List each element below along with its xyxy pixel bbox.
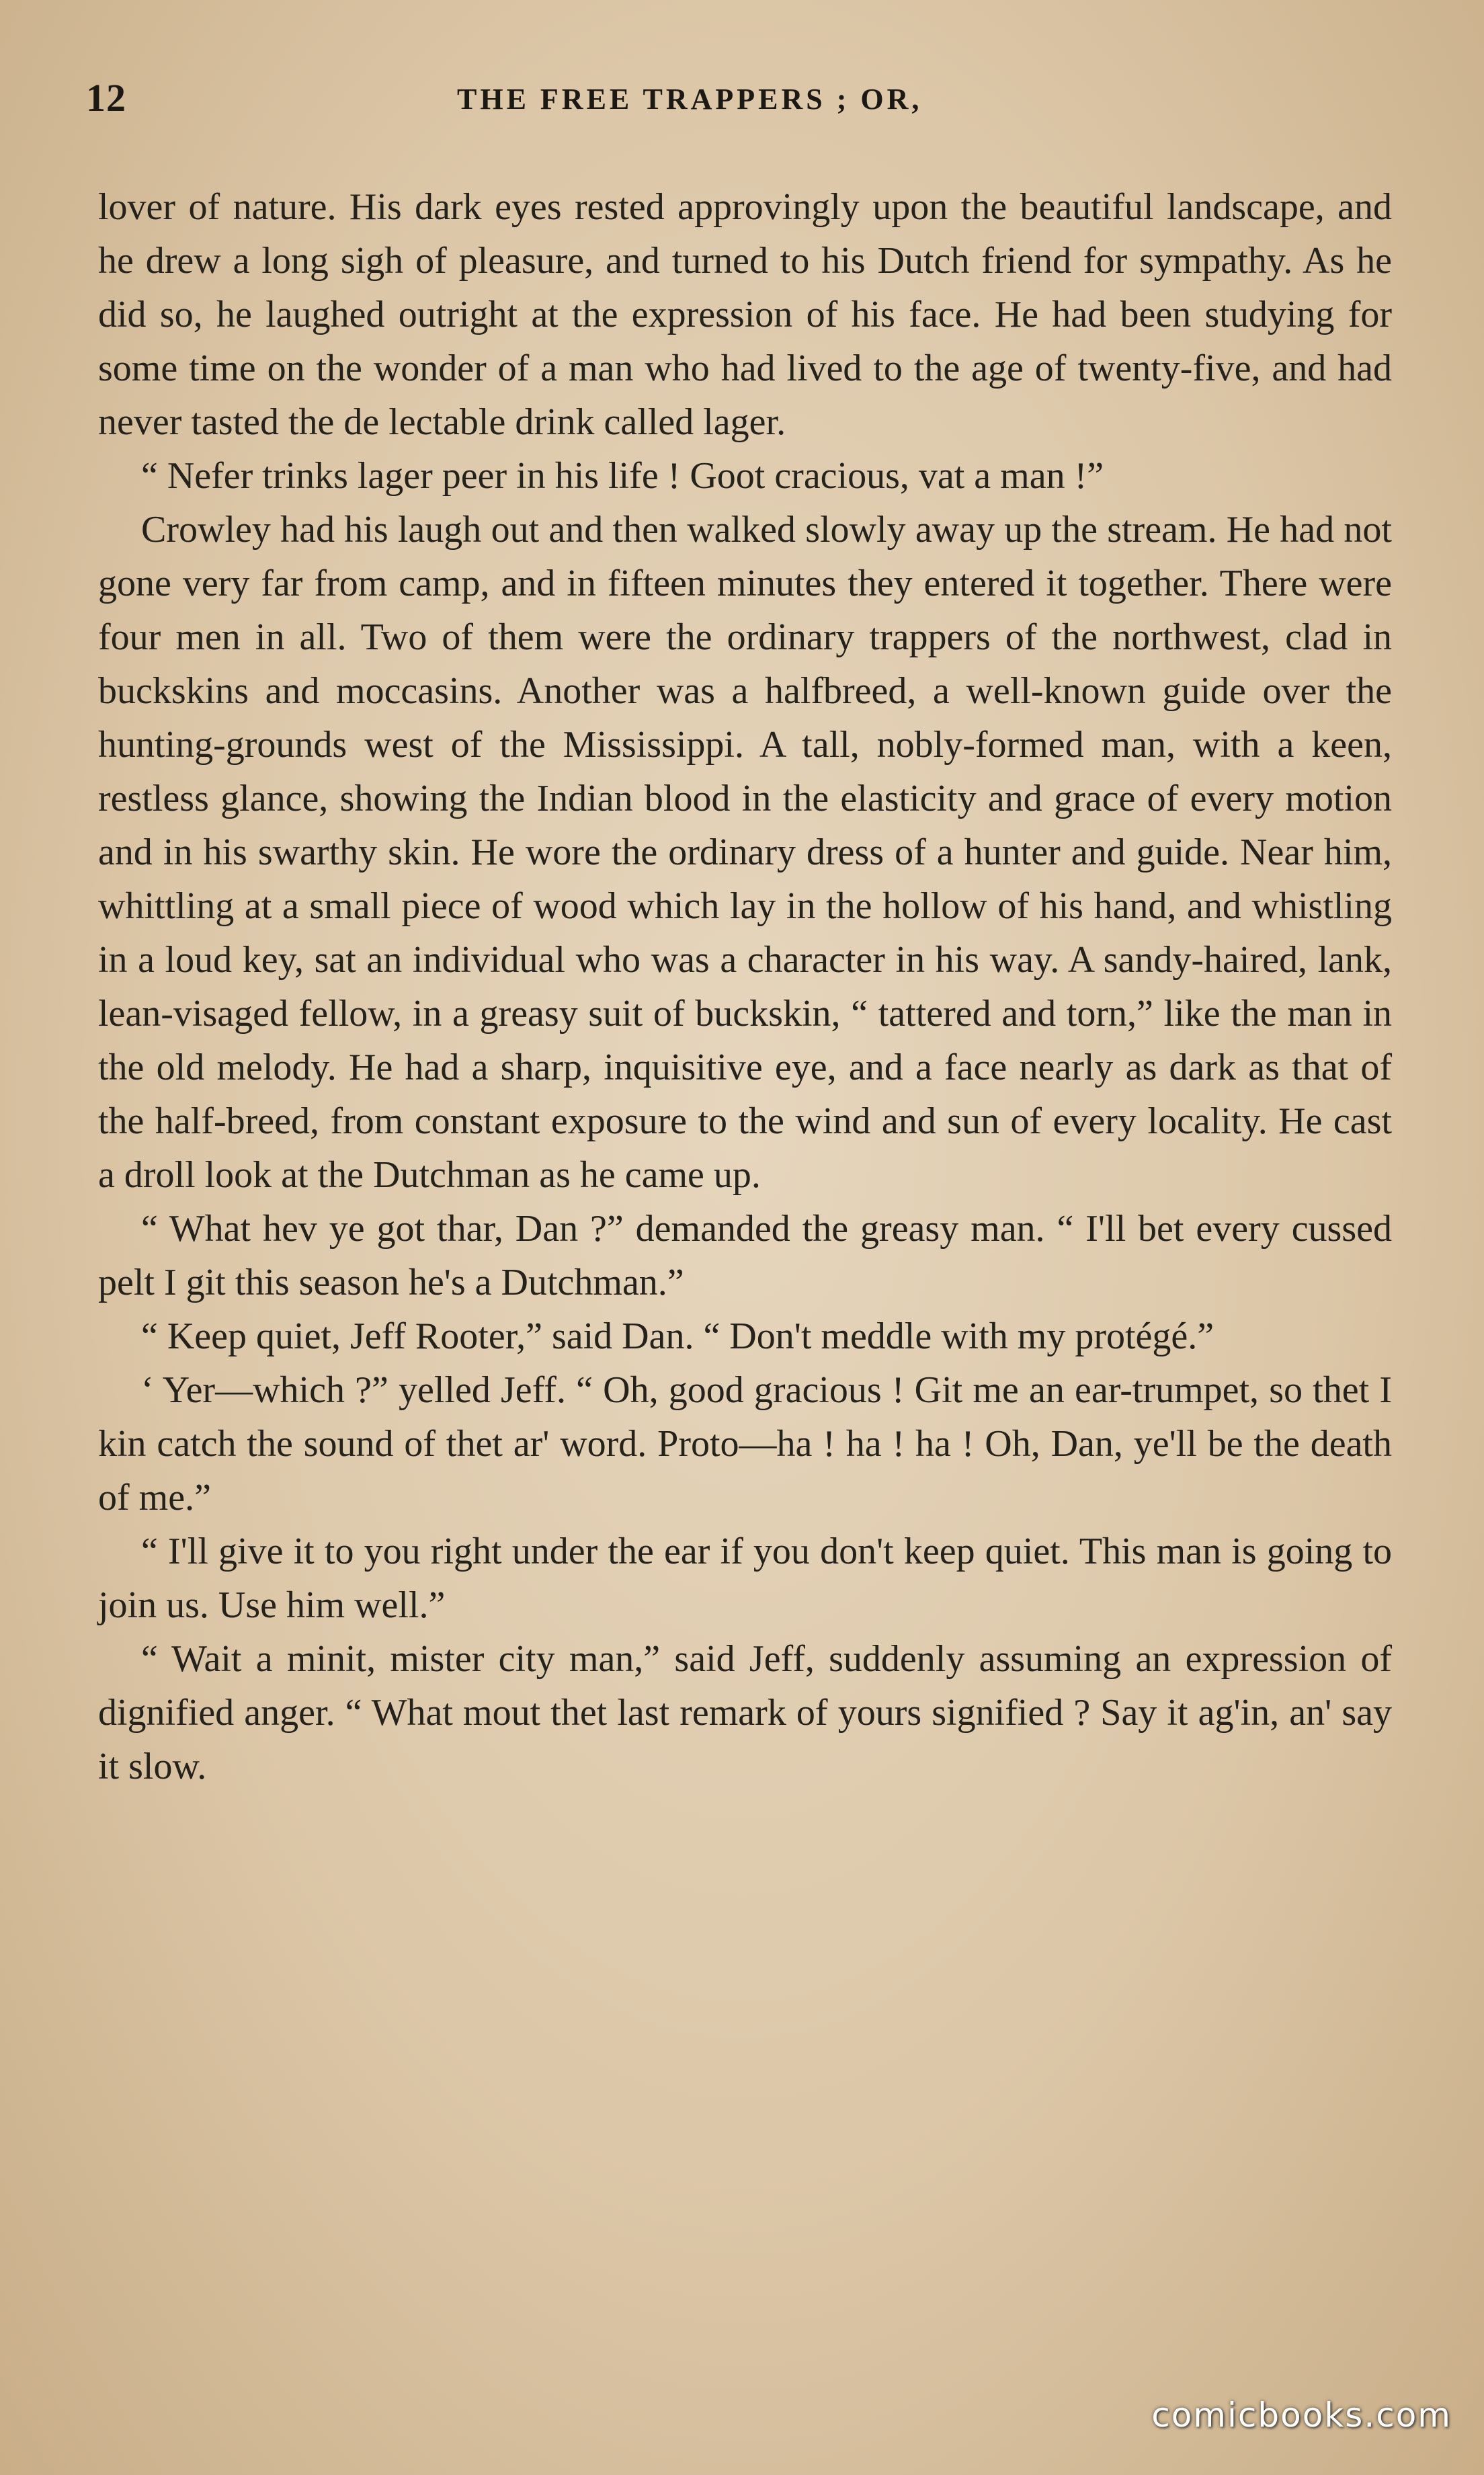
paragraph: “ I'll give it to you right under the ear if you don't keep quiet. This man is going to join us. Use him well.” — [98, 1531, 1392, 1626]
body-text — [98, 180, 1392, 1793]
paragraph: “ Wait a minit, mister city man,” said Jeff, suddenly assuming an expression of dignified anger. “ What mout thet last remark of yours signified ? Say it ag'in, an' say it slow. — [98, 1638, 1392, 1787]
paragraph: “ Nefer trinks lager peer in his life ! Goot cracious, vat a man !” — [141, 455, 1104, 497]
running-head — [86, 75, 1398, 129]
paragraph: Crowley had his laugh out and then walked slowly away up the stream. He had not gone very far from camp, and in fifteen minutes they entered it together. There were four men in all. Two of them were the ordinary trappers of the northwest, clad in buckskins and moccasins. Another was a halfbreed, a well-known guide over the hunting-grounds west of the Mississippi. A tall, nobly-formed man, with a keen, restless glance, showing the Indian blood in the elasticity and grace of every motion and in his swarthy skin. He wore the ordinary dress of a hunter and guide. Near him, whittling at a small piece of wood which lay in the hollow of his hand, and whistling in a loud key, sat an individual who was a character in his way. A sandy-haired, lank, lean-visaged fellow, in a greasy suit of buckskin, “ tattered and torn,” like the man in the old melody. He had a sharp, inquisitive eye, and a face nearly as dark as that of the half-breed, from constant exposure to the wind and sun of every locality. He cast a droll look at the Dutchman as he came up. — [98, 509, 1392, 1196]
watermark: comicbooks.com — [1151, 2396, 1452, 2435]
running-title: THE FREE TRAPPERS ; OR, — [457, 83, 923, 116]
page-number: 12 — [86, 76, 126, 120]
paragraph: “ What hev ye got thar, Dan ?” demanded the greasy man. “ I'll bet every cussed pelt I git this season he's a Dutchman.” — [98, 1208, 1392, 1303]
paragraph: ‘ Yer—which ?” yelled Jeff. “ Oh, good gracious ! Git me an ear-trumpet, so thet I kin catch the sound of thet ar' word. Proto—ha ! ha ! ha ! Oh, Dan, ye'll be the death of me.” — [98, 1369, 1392, 1518]
paragraph: “ Keep quiet, Jeff Rooter,” said Dan. “ Don't meddle with my protégé.” — [141, 1315, 1214, 1357]
paragraph: lover of nature. His dark eyes rested approvingly upon the beautiful landscape, and he drew a long sigh of pleasure, and turned to his Dutch friend for sympathy. As he did so, he laughed outright at the expression of his face. He had been studying for some time on the wonder of a man who had lived to the age of twenty-five, and had never tasted the de lectable drink called lager. — [98, 186, 1392, 443]
